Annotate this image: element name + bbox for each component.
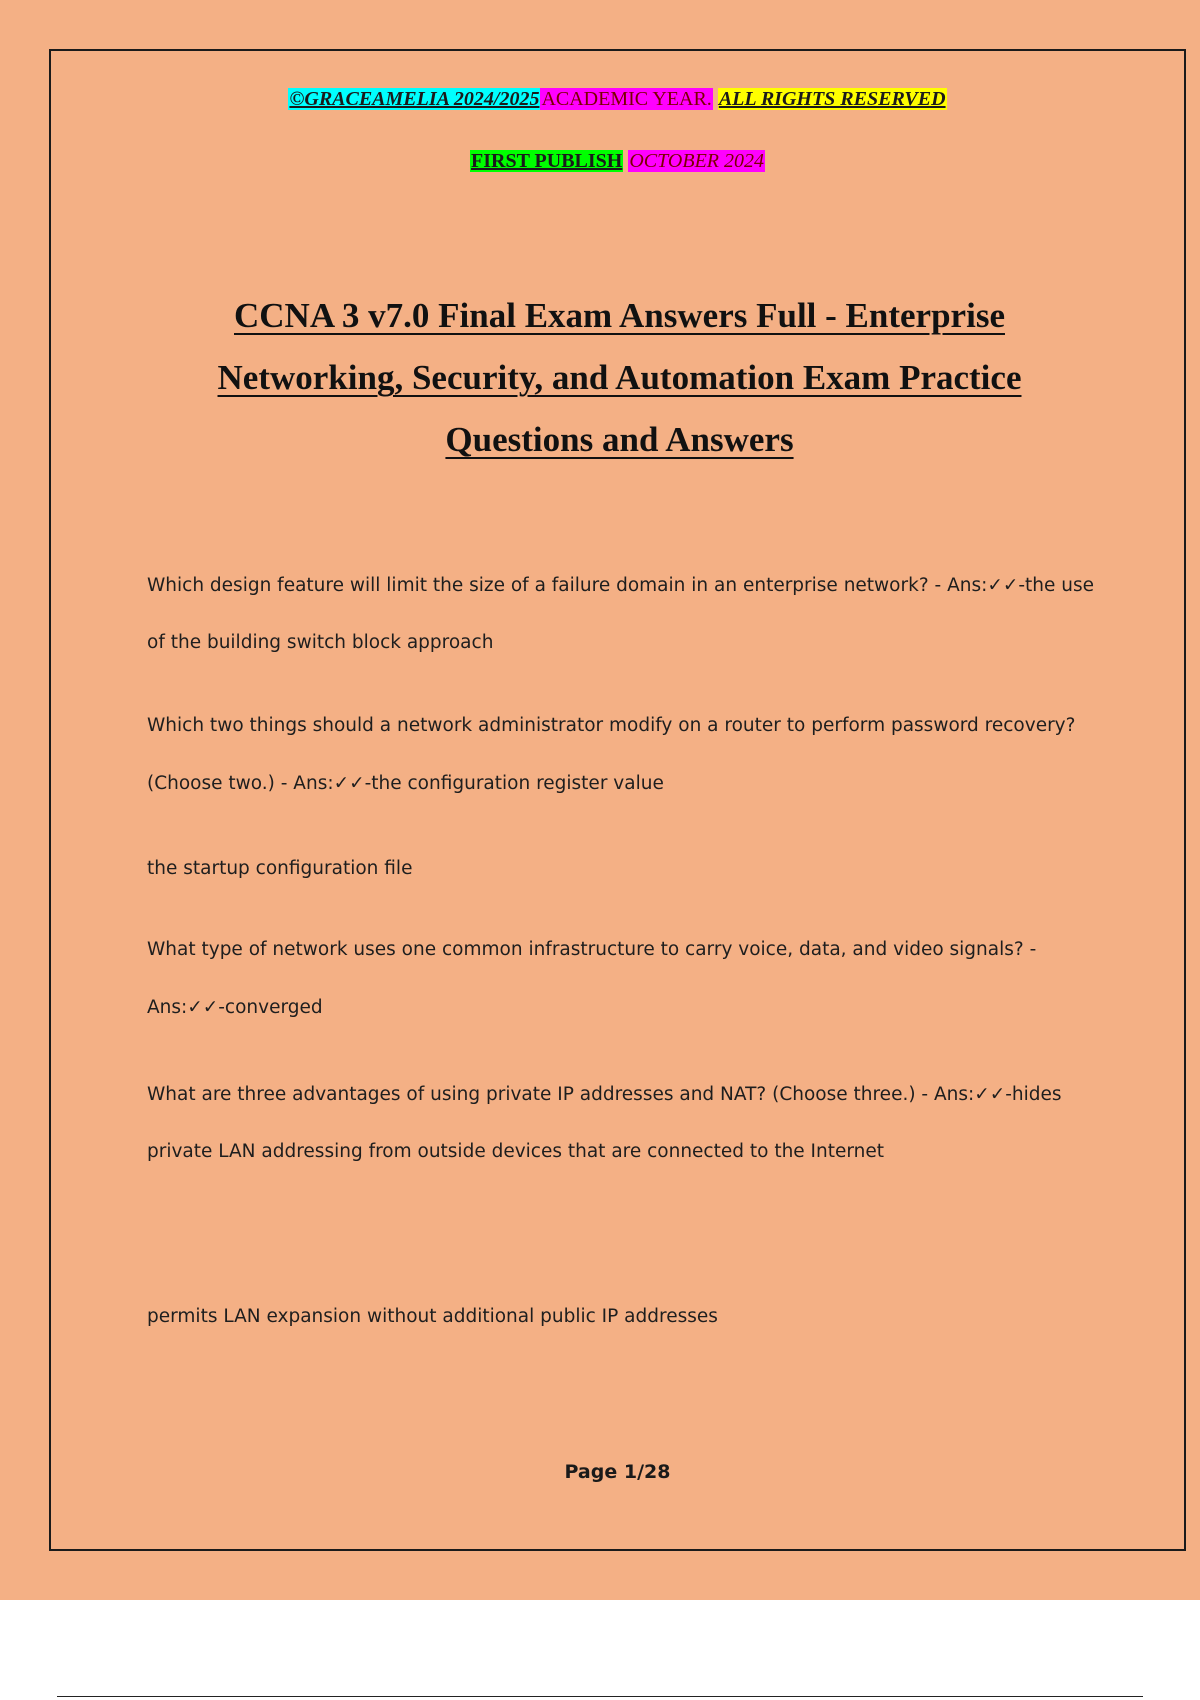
header-copyright-line: [51, 87, 1184, 111]
qa-line-10: permits LAN expansion without additional public IP addresses: [147, 1306, 718, 1327]
qa-line-8: What are three advantages of using private IP addresses and NAT? (Choose three.) - Ans:✓✓-hides: [147, 1084, 1062, 1105]
academic-year-text: ACADEMIC YEAR.: [541, 88, 712, 110]
page-border-frame: [49, 49, 1186, 1551]
qa-line-1: Which design feature will limit the size of a failure domain in an enterprise network? - Ans:✓✓-the use: [147, 575, 1094, 596]
copyright-text: ©GRACEAMELIA 2024/2025: [289, 88, 540, 110]
qa-line-6: What type of network uses one common infrastructure to carry voice, data, and video signals? -: [147, 939, 1037, 960]
publish-date-text: OCTOBER 2024: [629, 150, 764, 172]
header-publish-line: [51, 149, 1184, 173]
qa-line-5: the startup configuration file: [147, 858, 413, 879]
qa-line-7: Ans:✓✓-converged: [147, 997, 323, 1018]
first-publish-text: FIRST PUBLISH: [471, 150, 623, 172]
qa-line-9: private LAN addressing from outside devices that are connected to the Internet: [147, 1141, 885, 1162]
next-page-top-rule: [57, 1696, 1143, 1697]
document-title: CCNA 3 v7.0 Final Exam Answers Full - Enterprise Networking, Security, and Automation Exam Practice Questions and Answers: [217, 296, 1022, 459]
qa-line-3: Which two things should a network administrator modify on a router to perform password recovery?: [147, 715, 1076, 736]
page-number: Page 1/28: [564, 1461, 671, 1483]
rights-reserved-text: ALL RIGHTS RESERVED: [718, 88, 946, 110]
qa-line-4: (Choose two.) - Ans:✓✓-the configuration register value: [147, 773, 664, 794]
qa-line-2: of the building switch block approach: [147, 632, 494, 653]
